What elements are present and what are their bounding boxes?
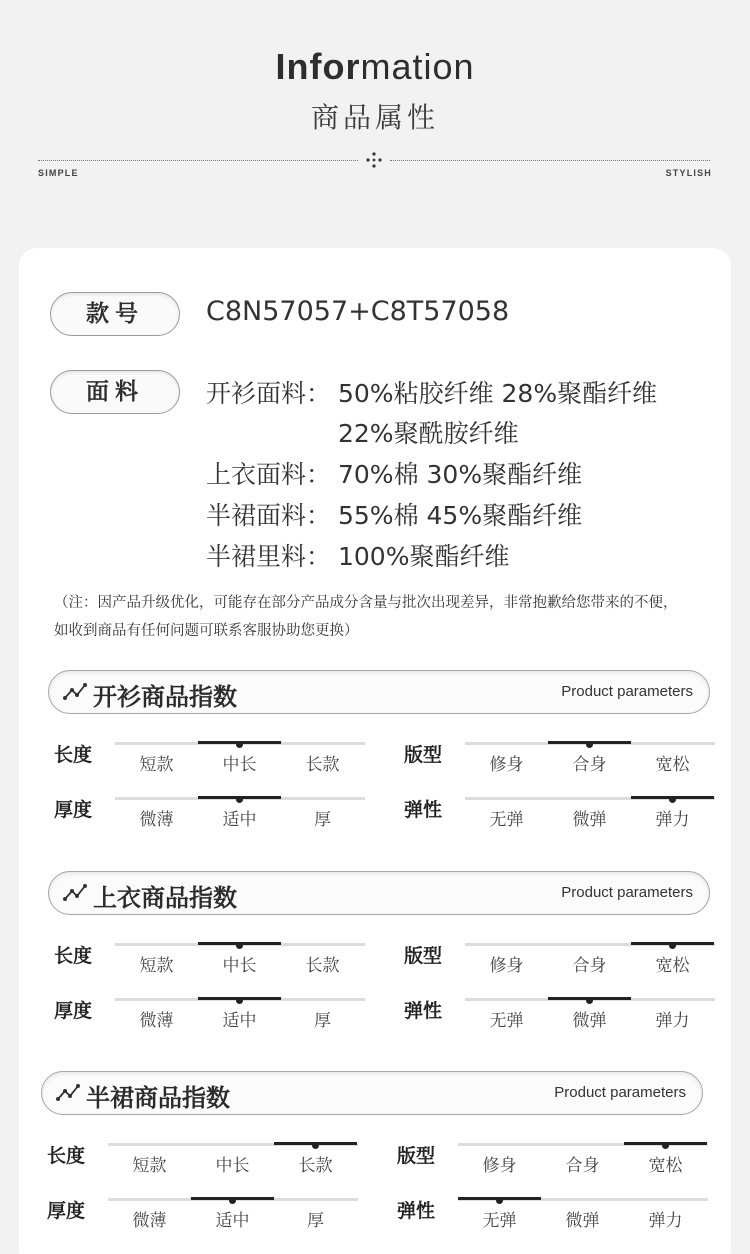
section-title: 上衣商品指数 (93, 884, 237, 912)
param-label: 厚度 (47, 1200, 86, 1222)
product-parameters-label: Product parameters (561, 884, 693, 901)
param-label: 弹性 (397, 1200, 436, 1222)
fabric-line-value: 55%棉 45%聚酯纤维 (338, 501, 583, 530)
param-option: 短款 (139, 956, 174, 976)
fabric-line-value: 70%棉 30%聚酯纤维 (338, 460, 583, 489)
param-selected-marker (198, 997, 281, 1000)
param-option: 修身 (489, 755, 524, 775)
divider-right (390, 160, 710, 161)
param-selected-marker (458, 1197, 541, 1200)
fabric-line-name: 开衫面料： (206, 379, 332, 408)
param-option: 修身 (482, 1156, 517, 1176)
param-label: 版型 (397, 1145, 436, 1167)
style-label-pill: 款号 (50, 292, 180, 336)
param-scale-track (458, 1143, 708, 1146)
param-option: 合身 (565, 1156, 600, 1176)
param-option: 长款 (298, 1156, 333, 1176)
param-scale-track (115, 998, 365, 1001)
param-option: 中长 (215, 1156, 250, 1176)
fabric-line (206, 537, 510, 573)
section-title: 半裙商品指数 (86, 1084, 230, 1112)
fabric-line-value: 100%聚酯纤维 (338, 542, 510, 571)
section-header (41, 1071, 703, 1115)
trend-line-icon (56, 1083, 80, 1103)
title-bold-part: Infor (275, 46, 361, 87)
param-option: 适中 (215, 1211, 250, 1231)
param-option: 短款 (132, 1156, 167, 1176)
fabric-line (206, 374, 658, 410)
style-code: C8N57057+C8T57058 (206, 296, 510, 327)
param-option: 无弹 (489, 810, 524, 830)
param-scale-track (465, 943, 715, 946)
disclaimer-note (54, 589, 714, 645)
param-option: 弹力 (648, 1211, 683, 1231)
param-label: 长度 (54, 945, 93, 967)
fabric-label-pill: 面料 (50, 370, 180, 414)
param-option: 宽松 (655, 755, 690, 775)
param-selected-marker (624, 1142, 707, 1145)
cross-ornament-icon (364, 150, 384, 170)
section-header (48, 670, 710, 714)
param-selected-marker (548, 997, 631, 1000)
param-selected-marker (198, 796, 281, 799)
param-scale-track (465, 742, 715, 745)
param-label: 长度 (47, 1145, 86, 1167)
param-option: 无弹 (489, 1011, 524, 1031)
param-selected-marker (631, 942, 714, 945)
page-title (0, 46, 750, 88)
param-scale-track (108, 1198, 358, 1201)
param-selected-marker (274, 1142, 357, 1145)
param-label: 版型 (404, 945, 443, 967)
param-option: 修身 (489, 956, 524, 976)
section-title: 开衫商品指数 (93, 683, 237, 711)
note-line: 如收到商品有任何问题可联系客服协助您更换） (54, 623, 359, 639)
param-label: 长度 (54, 744, 93, 766)
param-scale-track (465, 998, 715, 1001)
param-option: 合身 (572, 956, 607, 976)
fabric-line (206, 455, 583, 491)
param-option: 弹力 (655, 1011, 690, 1031)
trend-line-icon (63, 682, 87, 702)
page-subtitle: 商品属性 (310, 101, 439, 134)
param-scale-track (115, 943, 365, 946)
fabric-line (206, 496, 583, 532)
param-option: 中长 (222, 956, 257, 976)
param-selected-marker (191, 1197, 274, 1200)
param-option: 适中 (222, 810, 257, 830)
param-selected-marker (548, 741, 631, 744)
param-label: 弹性 (404, 1000, 443, 1022)
param-option: 短款 (139, 755, 174, 775)
param-selected-marker (631, 796, 714, 799)
fabric-line-name: 上衣面料： (206, 460, 332, 489)
param-option: 厚 (314, 1011, 331, 1031)
param-label: 版型 (404, 744, 443, 766)
fabric-line-value: 50%粘胶纤维 28%聚酯纤维 (338, 379, 658, 408)
param-option: 微弹 (572, 810, 607, 830)
section-header (48, 871, 710, 915)
param-option: 中长 (222, 755, 257, 775)
param-option: 宽松 (655, 956, 690, 976)
param-label: 弹性 (404, 799, 443, 821)
param-option: 弹力 (655, 810, 690, 830)
param-option: 无弹 (482, 1211, 517, 1231)
divider-left (38, 160, 358, 161)
param-selected-marker (198, 942, 281, 945)
param-option: 微弹 (565, 1211, 600, 1231)
param-label: 厚度 (54, 799, 93, 821)
title-light-part: mation (360, 46, 475, 87)
param-scale-track (465, 797, 715, 800)
param-scale-track (115, 797, 365, 800)
fabric-line-name: 半裙里料： (206, 542, 332, 571)
param-scale-track (458, 1198, 708, 1201)
param-option: 微薄 (132, 1211, 167, 1231)
fabric-line-name: 半裙面料： (206, 501, 332, 530)
param-scale-track (115, 742, 365, 745)
param-option: 微薄 (139, 1011, 174, 1031)
trend-line-icon (63, 883, 87, 903)
product-parameters-label: Product parameters (554, 1084, 686, 1101)
param-scale-track (108, 1143, 358, 1146)
param-option: 宽松 (648, 1156, 683, 1176)
simple-word: SIMPLE (38, 168, 79, 178)
product-parameters-label: Product parameters (561, 683, 693, 700)
param-selected-marker (198, 741, 281, 744)
param-option: 适中 (222, 1011, 257, 1031)
param-option: 长款 (305, 956, 340, 976)
param-option: 长款 (305, 755, 340, 775)
fabric-line-value: 22%聚酰胺纤维 (338, 419, 519, 448)
param-option: 微薄 (139, 810, 174, 830)
param-option: 合身 (572, 755, 607, 775)
note-line: （注：因产品升级优化，可能存在部分产品成分含量与批次出现差异，非常抱歉给您带来的不便， (54, 595, 678, 611)
stylish-word: STYLISH (665, 168, 712, 178)
param-label: 厚度 (54, 1000, 93, 1022)
param-option: 厚 (314, 810, 331, 830)
param-option: 厚 (307, 1211, 324, 1231)
param-option: 微弹 (572, 1011, 607, 1031)
